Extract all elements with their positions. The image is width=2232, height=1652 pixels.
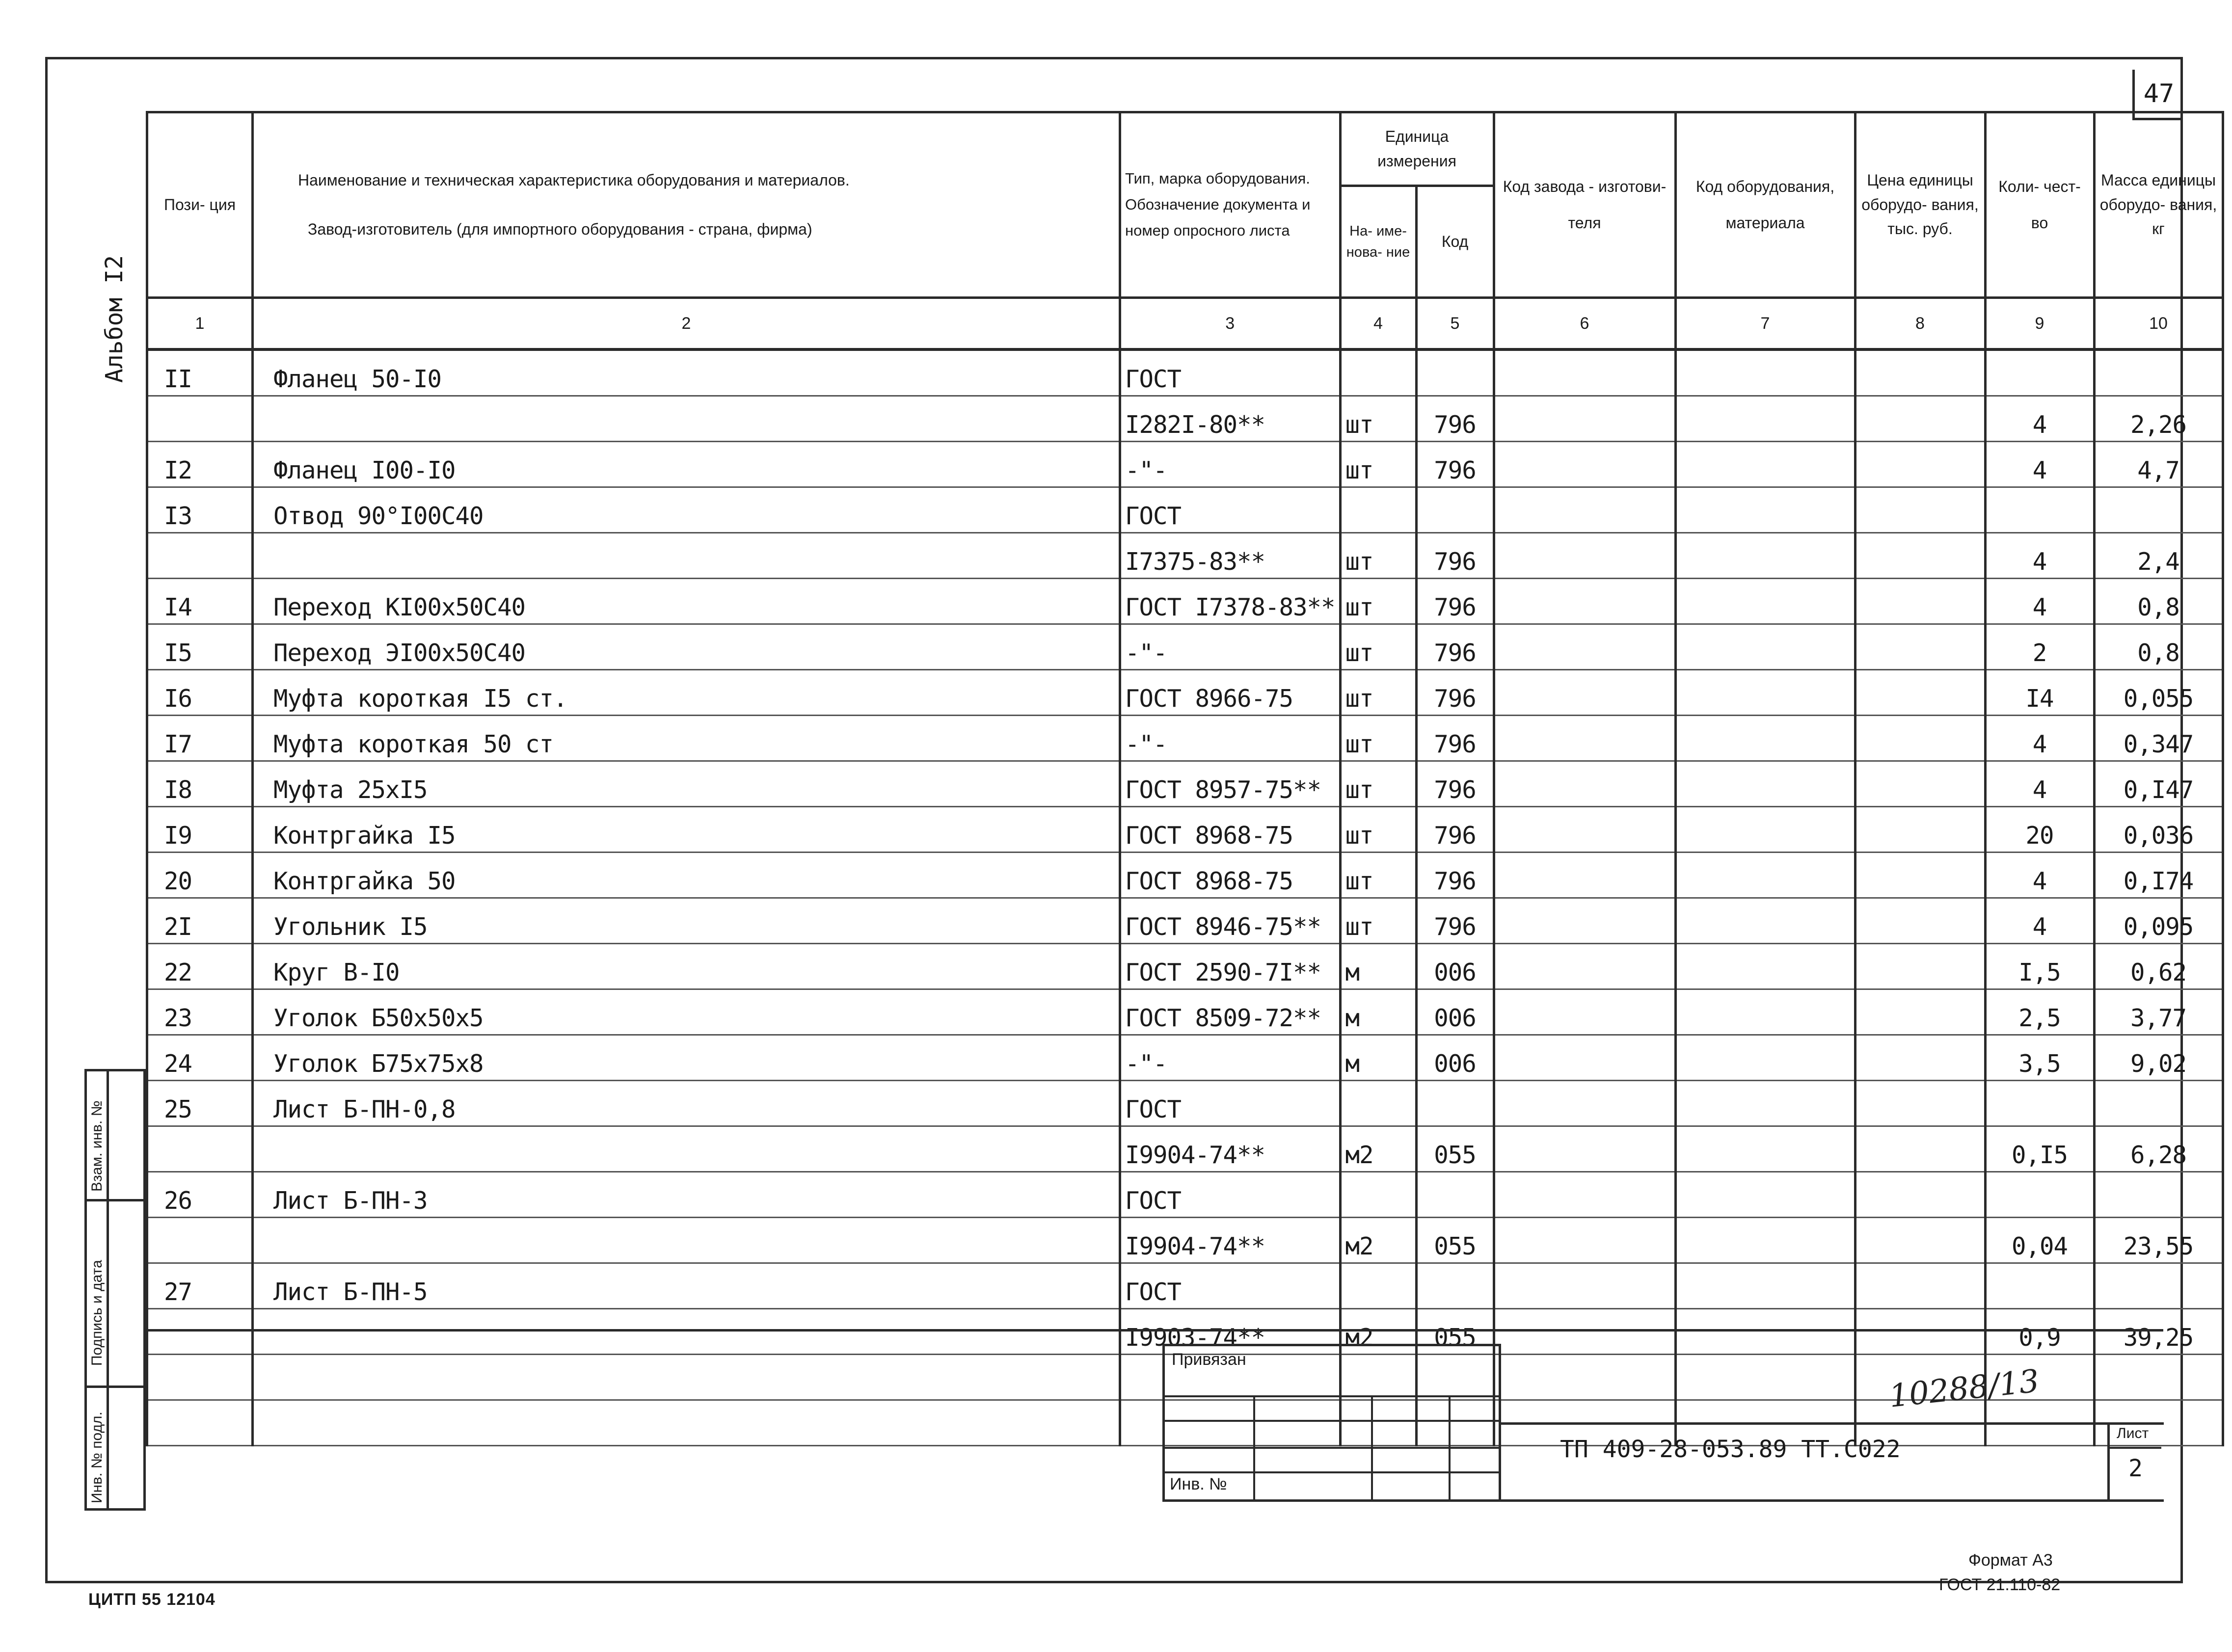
row-position: I5 bbox=[147, 624, 253, 670]
row-price bbox=[1855, 807, 1985, 853]
column-number: 9 bbox=[1985, 298, 2094, 350]
row-equipment-code bbox=[1675, 1172, 1855, 1218]
row-equipment-code bbox=[1675, 670, 1855, 716]
row-mass: 0,095 bbox=[2094, 898, 2223, 944]
row-type: -"- bbox=[1120, 442, 1341, 487]
row-unit-name: шт bbox=[1340, 442, 1416, 487]
row-name: Фланец 50-I0 bbox=[253, 349, 1120, 396]
header-plant-code: Код завода - изготови- теля bbox=[1494, 112, 1675, 298]
row-name: Уголок Б50х50х5 bbox=[253, 989, 1120, 1035]
row-unit-code bbox=[1416, 1081, 1494, 1126]
row-price bbox=[1855, 761, 1985, 807]
row-mass: 9,02 bbox=[2094, 1035, 2223, 1081]
table-row bbox=[147, 1218, 2223, 1263]
row-type: I9903-74** bbox=[1120, 1309, 1341, 1355]
header-name-line2: Завод-изготовитель (для импортного оборудования - страна, фирма) bbox=[308, 220, 812, 238]
row-unit-code: 796 bbox=[1416, 670, 1494, 716]
row-mass: 0,8 bbox=[2094, 579, 2223, 624]
row-position: I2 bbox=[147, 442, 253, 487]
row-unit-name: шт bbox=[1340, 624, 1416, 670]
row-type: ГОСТ bbox=[1120, 487, 1341, 533]
row-mass: 0,036 bbox=[2094, 807, 2223, 853]
row-unit-code: 796 bbox=[1416, 396, 1494, 442]
row-quantity bbox=[1985, 1263, 2094, 1309]
table-header bbox=[147, 112, 2223, 350]
header-name bbox=[253, 112, 1120, 298]
row-price bbox=[1855, 533, 1985, 579]
row-quantity: 2,5 bbox=[1985, 989, 2094, 1035]
row-position: 24 bbox=[147, 1035, 253, 1081]
row-price bbox=[1855, 1263, 1985, 1309]
row-type: ГОСТ 8966-75 bbox=[1120, 670, 1341, 716]
attached-stamp bbox=[1162, 1344, 1501, 1502]
row-name: Контргайка I5 bbox=[253, 807, 1120, 853]
header-position: Пози- ция bbox=[147, 112, 253, 298]
row-position: I9 bbox=[147, 807, 253, 853]
row-type: ГОСТ 8946-75** bbox=[1120, 898, 1341, 944]
row-name: Муфта короткая I5 ст. bbox=[253, 670, 1120, 716]
row-plant-code bbox=[1494, 442, 1675, 487]
row-price bbox=[1855, 442, 1985, 487]
row-unit-name bbox=[1340, 1263, 1416, 1309]
row-unit-name: шт bbox=[1340, 670, 1416, 716]
row-plant-code bbox=[1494, 533, 1675, 579]
row-unit-name: м bbox=[1340, 1035, 1416, 1081]
row-price bbox=[1855, 898, 1985, 944]
row-unit-code: 796 bbox=[1416, 898, 1494, 944]
row-equipment-code bbox=[1675, 1081, 1855, 1126]
row-type: ГОСТ 8957-75** bbox=[1120, 761, 1341, 807]
row-position: I4 bbox=[147, 579, 253, 624]
row-unit-code: 796 bbox=[1416, 442, 1494, 487]
row-position: 25 bbox=[147, 1081, 253, 1126]
footer-gost: ГОСТ 21.110-82 bbox=[1939, 1575, 2061, 1594]
side-stamp-replace-inv: Взам. инв. № bbox=[89, 1100, 105, 1192]
row-name: Уголок Б75х75х8 bbox=[253, 1035, 1120, 1081]
row-type: ГОСТ bbox=[1120, 1172, 1341, 1218]
row-mass: 0,055 bbox=[2094, 670, 2223, 716]
row-position bbox=[147, 396, 253, 442]
row-mass: 0,I74 bbox=[2094, 853, 2223, 898]
row-position: 22 bbox=[147, 944, 253, 989]
row-price bbox=[1855, 624, 1985, 670]
row-equipment-code bbox=[1675, 1035, 1855, 1081]
attached-label: Привязан bbox=[1172, 1350, 1246, 1369]
header-name-line1: Наименование и техническая характеристика оборудования и материалов. bbox=[298, 171, 850, 189]
row-name: Переход КI00х50С40 bbox=[253, 579, 1120, 624]
row-unit-name: шт bbox=[1340, 761, 1416, 807]
row-unit-code: 055 bbox=[1416, 1218, 1494, 1263]
row-plant-code bbox=[1494, 670, 1675, 716]
row-position bbox=[147, 533, 253, 579]
row-quantity: 0,9 bbox=[1985, 1309, 2094, 1355]
row-unit-code: 006 bbox=[1416, 944, 1494, 989]
row-plant-code bbox=[1494, 944, 1675, 989]
table-row bbox=[147, 807, 2223, 853]
row-plant-code bbox=[1494, 716, 1675, 761]
row-equipment-code bbox=[1675, 761, 1855, 807]
row-plant-code bbox=[1494, 1218, 1675, 1263]
row-position bbox=[147, 1218, 253, 1263]
row-position: I3 bbox=[147, 487, 253, 533]
row-quantity: 4 bbox=[1985, 579, 2094, 624]
row-quantity: 4 bbox=[1985, 898, 2094, 944]
row-unit-code: 796 bbox=[1416, 853, 1494, 898]
row-quantity: 2 bbox=[1985, 624, 2094, 670]
row-price bbox=[1855, 396, 1985, 442]
row-quantity: 0,04 bbox=[1985, 1218, 2094, 1263]
header-equipment-code: Код оборудования, материала bbox=[1675, 112, 1855, 298]
row-unit-code bbox=[1416, 487, 1494, 533]
row-unit-code: 055 bbox=[1416, 1309, 1494, 1355]
row-unit-name: м2 bbox=[1340, 1309, 1416, 1355]
header-price: Цена единицы оборудо- вания, тыс. руб. bbox=[1855, 112, 1985, 298]
row-price bbox=[1855, 1126, 1985, 1172]
row-mass: 39,25 bbox=[2094, 1309, 2223, 1355]
table-row bbox=[147, 396, 2223, 442]
row-quantity bbox=[1985, 487, 2094, 533]
row-mass: 0,62 bbox=[2094, 944, 2223, 989]
side-stamp-signature-date: Подпись и дата bbox=[89, 1260, 105, 1366]
row-equipment-code bbox=[1675, 533, 1855, 579]
row-unit-code: 006 bbox=[1416, 1035, 1494, 1081]
row-unit-name bbox=[1340, 1081, 1416, 1126]
row-equipment-code bbox=[1675, 853, 1855, 898]
row-plant-code bbox=[1494, 1126, 1675, 1172]
row-name: Контргайка 50 bbox=[253, 853, 1120, 898]
row-name bbox=[253, 1218, 1120, 1263]
row-plant-code bbox=[1494, 1081, 1675, 1126]
list-number: 2 bbox=[2128, 1455, 2143, 1482]
row-unit-name: м2 bbox=[1340, 1218, 1416, 1263]
row-name: Лист Б-ПН-0,8 bbox=[253, 1081, 1120, 1126]
row-equipment-code bbox=[1675, 396, 1855, 442]
row-unit-code bbox=[1416, 1263, 1494, 1309]
table-row bbox=[147, 716, 2223, 761]
inv-label: Инв. № bbox=[1170, 1475, 1227, 1493]
row-name: Фланец I00-I0 bbox=[253, 442, 1120, 487]
row-unit-name bbox=[1340, 349, 1416, 396]
row-position: 2I bbox=[147, 898, 253, 944]
column-number: 3 bbox=[1120, 298, 1341, 350]
row-quantity: 4 bbox=[1985, 761, 2094, 807]
row-price bbox=[1855, 579, 1985, 624]
column-number: 4 bbox=[1340, 298, 1416, 350]
footer-format: Формат А3 bbox=[1968, 1551, 2053, 1570]
row-type: ГОСТ bbox=[1120, 349, 1341, 396]
column-number: 1 bbox=[147, 298, 253, 350]
row-plant-code bbox=[1494, 1172, 1675, 1218]
row-equipment-code bbox=[1675, 1126, 1855, 1172]
row-mass bbox=[2094, 349, 2223, 396]
row-mass: 23,55 bbox=[2094, 1218, 2223, 1263]
row-plant-code bbox=[1494, 624, 1675, 670]
row-price bbox=[1855, 349, 1985, 396]
row-name: Муфта короткая 50 ст bbox=[253, 716, 1120, 761]
column-number: 6 bbox=[1494, 298, 1675, 350]
row-quantity: 4 bbox=[1985, 442, 2094, 487]
row-equipment-code bbox=[1675, 442, 1855, 487]
row-mass bbox=[2094, 1081, 2223, 1126]
row-name: Лист Б-ПН-3 bbox=[253, 1172, 1120, 1218]
side-stamp-original-inv: Инв. № подл. bbox=[89, 1412, 105, 1503]
row-type: I7375-83** bbox=[1120, 533, 1341, 579]
side-stamp bbox=[84, 1069, 146, 1511]
row-position: I8 bbox=[147, 761, 253, 807]
row-mass: 6,28 bbox=[2094, 1126, 2223, 1172]
row-equipment-code bbox=[1675, 898, 1855, 944]
row-price bbox=[1855, 487, 1985, 533]
row-position: 27 bbox=[147, 1263, 253, 1309]
column-number: 5 bbox=[1416, 298, 1494, 350]
row-unit-code: 796 bbox=[1416, 533, 1494, 579]
row-type: I9904-74** bbox=[1120, 1126, 1341, 1172]
table-row bbox=[147, 1081, 2223, 1126]
row-unit-code bbox=[1416, 1172, 1494, 1218]
row-type: ГОСТ bbox=[1120, 1081, 1341, 1126]
row-position: I6 bbox=[147, 670, 253, 716]
header-quantity: Коли- чест- во bbox=[1985, 112, 2094, 298]
row-unit-name: шт bbox=[1340, 898, 1416, 944]
row-plant-code bbox=[1494, 487, 1675, 533]
row-mass: 2,4 bbox=[2094, 533, 2223, 579]
row-equipment-code bbox=[1675, 716, 1855, 761]
row-unit-name: шт bbox=[1340, 396, 1416, 442]
row-equipment-code bbox=[1675, 944, 1855, 989]
table-row bbox=[147, 1172, 2223, 1218]
row-name: Лист Б-ПН-5 bbox=[253, 1263, 1120, 1309]
table-row bbox=[147, 624, 2223, 670]
row-unit-code: 796 bbox=[1416, 579, 1494, 624]
row-quantity: 4 bbox=[1985, 533, 2094, 579]
row-unit-code bbox=[1416, 349, 1494, 396]
header-type: Тип, марка оборудования. Обозначение документа и номер опросного листа bbox=[1120, 112, 1341, 298]
row-mass: 3,77 bbox=[2094, 989, 2223, 1035]
row-price bbox=[1855, 1035, 1985, 1081]
table-row bbox=[147, 944, 2223, 989]
row-price bbox=[1855, 944, 1985, 989]
row-quantity: I,5 bbox=[1985, 944, 2094, 989]
list-label: Лист bbox=[2117, 1425, 2149, 1441]
table-row bbox=[147, 487, 2223, 533]
header-unit-code: Код bbox=[1416, 186, 1494, 298]
row-quantity: 4 bbox=[1985, 853, 2094, 898]
row-unit-name: м bbox=[1340, 944, 1416, 989]
row-equipment-code bbox=[1675, 1263, 1855, 1309]
row-unit-name: шт bbox=[1340, 716, 1416, 761]
row-unit-name: шт bbox=[1340, 807, 1416, 853]
album-label: Альбом I2 bbox=[101, 255, 128, 383]
row-name: Угольник I5 bbox=[253, 898, 1120, 944]
row-unit-name: м2 bbox=[1340, 1126, 1416, 1172]
row-name bbox=[253, 396, 1120, 442]
row-equipment-code bbox=[1675, 349, 1855, 396]
row-unit-name: шт bbox=[1340, 579, 1416, 624]
table-row bbox=[147, 670, 2223, 716]
row-type: I9904-74** bbox=[1120, 1218, 1341, 1263]
row-quantity: 4 bbox=[1985, 716, 2094, 761]
row-position: 23 bbox=[147, 989, 253, 1035]
row-plant-code bbox=[1494, 898, 1675, 944]
footer-left-code: ЦИТП 55 12104 bbox=[88, 1590, 215, 1609]
row-position: II bbox=[147, 349, 253, 396]
row-type: -"- bbox=[1120, 624, 1341, 670]
row-mass: 0,8 bbox=[2094, 624, 2223, 670]
row-unit-name: шт bbox=[1340, 533, 1416, 579]
row-type: ГОСТ I7378-83** bbox=[1120, 579, 1341, 624]
row-name: Отвод 90°I00С40 bbox=[253, 487, 1120, 533]
list-cell bbox=[2107, 1422, 2161, 1502]
table-row bbox=[147, 579, 2223, 624]
document-designation: ТП 409-28-053.89 ТТ.С022 bbox=[1560, 1436, 1901, 1463]
row-equipment-code bbox=[1675, 487, 1855, 533]
row-name: Круг В-I0 bbox=[253, 944, 1120, 989]
row-price bbox=[1855, 716, 1985, 761]
row-unit-name: шт bbox=[1340, 853, 1416, 898]
row-unit-code: 796 bbox=[1416, 716, 1494, 761]
row-price bbox=[1855, 853, 1985, 898]
page-number: 47 bbox=[2132, 70, 2183, 120]
row-type: ГОСТ bbox=[1120, 1263, 1341, 1309]
specification-table bbox=[146, 111, 2224, 1446]
row-unit-name bbox=[1340, 1172, 1416, 1218]
row-unit-code: 796 bbox=[1416, 624, 1494, 670]
row-price bbox=[1855, 670, 1985, 716]
column-number: 2 bbox=[253, 298, 1120, 350]
column-number: 8 bbox=[1855, 298, 1985, 350]
row-type: -"- bbox=[1120, 716, 1341, 761]
row-plant-code bbox=[1494, 761, 1675, 807]
row-plant-code bbox=[1494, 853, 1675, 898]
row-name: Переход ЭI00х50С40 bbox=[253, 624, 1120, 670]
row-position bbox=[147, 1126, 253, 1172]
row-price bbox=[1855, 1218, 1985, 1263]
table-row bbox=[147, 898, 2223, 944]
row-equipment-code bbox=[1675, 989, 1855, 1035]
row-quantity bbox=[1985, 1081, 2094, 1126]
table-row bbox=[147, 533, 2223, 579]
row-quantity: I4 bbox=[1985, 670, 2094, 716]
row-plant-code bbox=[1494, 1035, 1675, 1081]
row-quantity: 0,I5 bbox=[1985, 1126, 2094, 1172]
row-type: ГОСТ 8968-75 bbox=[1120, 853, 1341, 898]
header-mass: Масса единицы оборудо- вания, кг bbox=[2094, 112, 2223, 298]
row-quantity: 3,5 bbox=[1985, 1035, 2094, 1081]
row-plant-code bbox=[1494, 807, 1675, 853]
row-mass: 0,I47 bbox=[2094, 761, 2223, 807]
row-price bbox=[1855, 989, 1985, 1035]
row-price bbox=[1855, 1172, 1985, 1218]
row-mass bbox=[2094, 1172, 2223, 1218]
row-quantity bbox=[1985, 349, 2094, 396]
row-equipment-code bbox=[1675, 624, 1855, 670]
table-row bbox=[147, 989, 2223, 1035]
row-plant-code bbox=[1494, 349, 1675, 396]
row-unit-code: 006 bbox=[1416, 989, 1494, 1035]
row-quantity: 20 bbox=[1985, 807, 2094, 853]
row-position: I7 bbox=[147, 716, 253, 761]
table-row bbox=[147, 853, 2223, 898]
row-mass bbox=[2094, 1263, 2223, 1309]
row-plant-code bbox=[1494, 579, 1675, 624]
designation-box bbox=[1501, 1363, 2164, 1502]
row-equipment-code bbox=[1675, 579, 1855, 624]
row-position: 20 bbox=[147, 853, 253, 898]
row-quantity: 4 bbox=[1985, 396, 2094, 442]
row-name bbox=[253, 533, 1120, 579]
row-unit-name: м bbox=[1340, 989, 1416, 1035]
row-mass: 0,347 bbox=[2094, 716, 2223, 761]
row-type: ГОСТ 8509-72** bbox=[1120, 989, 1341, 1035]
row-type: ГОСТ 8968-75 bbox=[1120, 807, 1341, 853]
row-type: ГОСТ 2590-7I** bbox=[1120, 944, 1341, 989]
table-row bbox=[147, 1263, 2223, 1309]
table-row bbox=[147, 1035, 2223, 1081]
row-plant-code bbox=[1494, 396, 1675, 442]
row-mass bbox=[2094, 487, 2223, 533]
row-plant-code bbox=[1494, 1263, 1675, 1309]
row-name: Муфта 25хI5 bbox=[253, 761, 1120, 807]
column-number: 10 bbox=[2094, 298, 2223, 350]
handwritten-number: 10288/13 bbox=[1887, 1363, 2041, 1415]
row-type: I282I-80** bbox=[1120, 396, 1341, 442]
row-quantity bbox=[1985, 1172, 2094, 1218]
table-body bbox=[147, 349, 2223, 1446]
row-name bbox=[253, 1126, 1120, 1172]
column-number: 7 bbox=[1675, 298, 1855, 350]
row-plant-code bbox=[1494, 989, 1675, 1035]
row-equipment-code bbox=[1675, 807, 1855, 853]
row-unit-code: 796 bbox=[1416, 807, 1494, 853]
row-unit-code: 055 bbox=[1416, 1126, 1494, 1172]
row-equipment-code bbox=[1675, 1218, 1855, 1263]
row-type: -"- bbox=[1120, 1035, 1341, 1081]
row-mass: 2,26 bbox=[2094, 396, 2223, 442]
table-row bbox=[147, 1126, 2223, 1172]
row-mass: 4,7 bbox=[2094, 442, 2223, 487]
table-row bbox=[147, 442, 2223, 487]
row-unit-name bbox=[1340, 487, 1416, 533]
header-unit-group: Единица измерения bbox=[1340, 112, 1494, 186]
row-price bbox=[1855, 1081, 1985, 1126]
row-unit-code: 796 bbox=[1416, 761, 1494, 807]
table-row bbox=[147, 761, 2223, 807]
header-unit-name: На- име- нова- ние bbox=[1340, 186, 1416, 298]
row-position: 26 bbox=[147, 1172, 253, 1218]
table-row bbox=[147, 349, 2223, 396]
